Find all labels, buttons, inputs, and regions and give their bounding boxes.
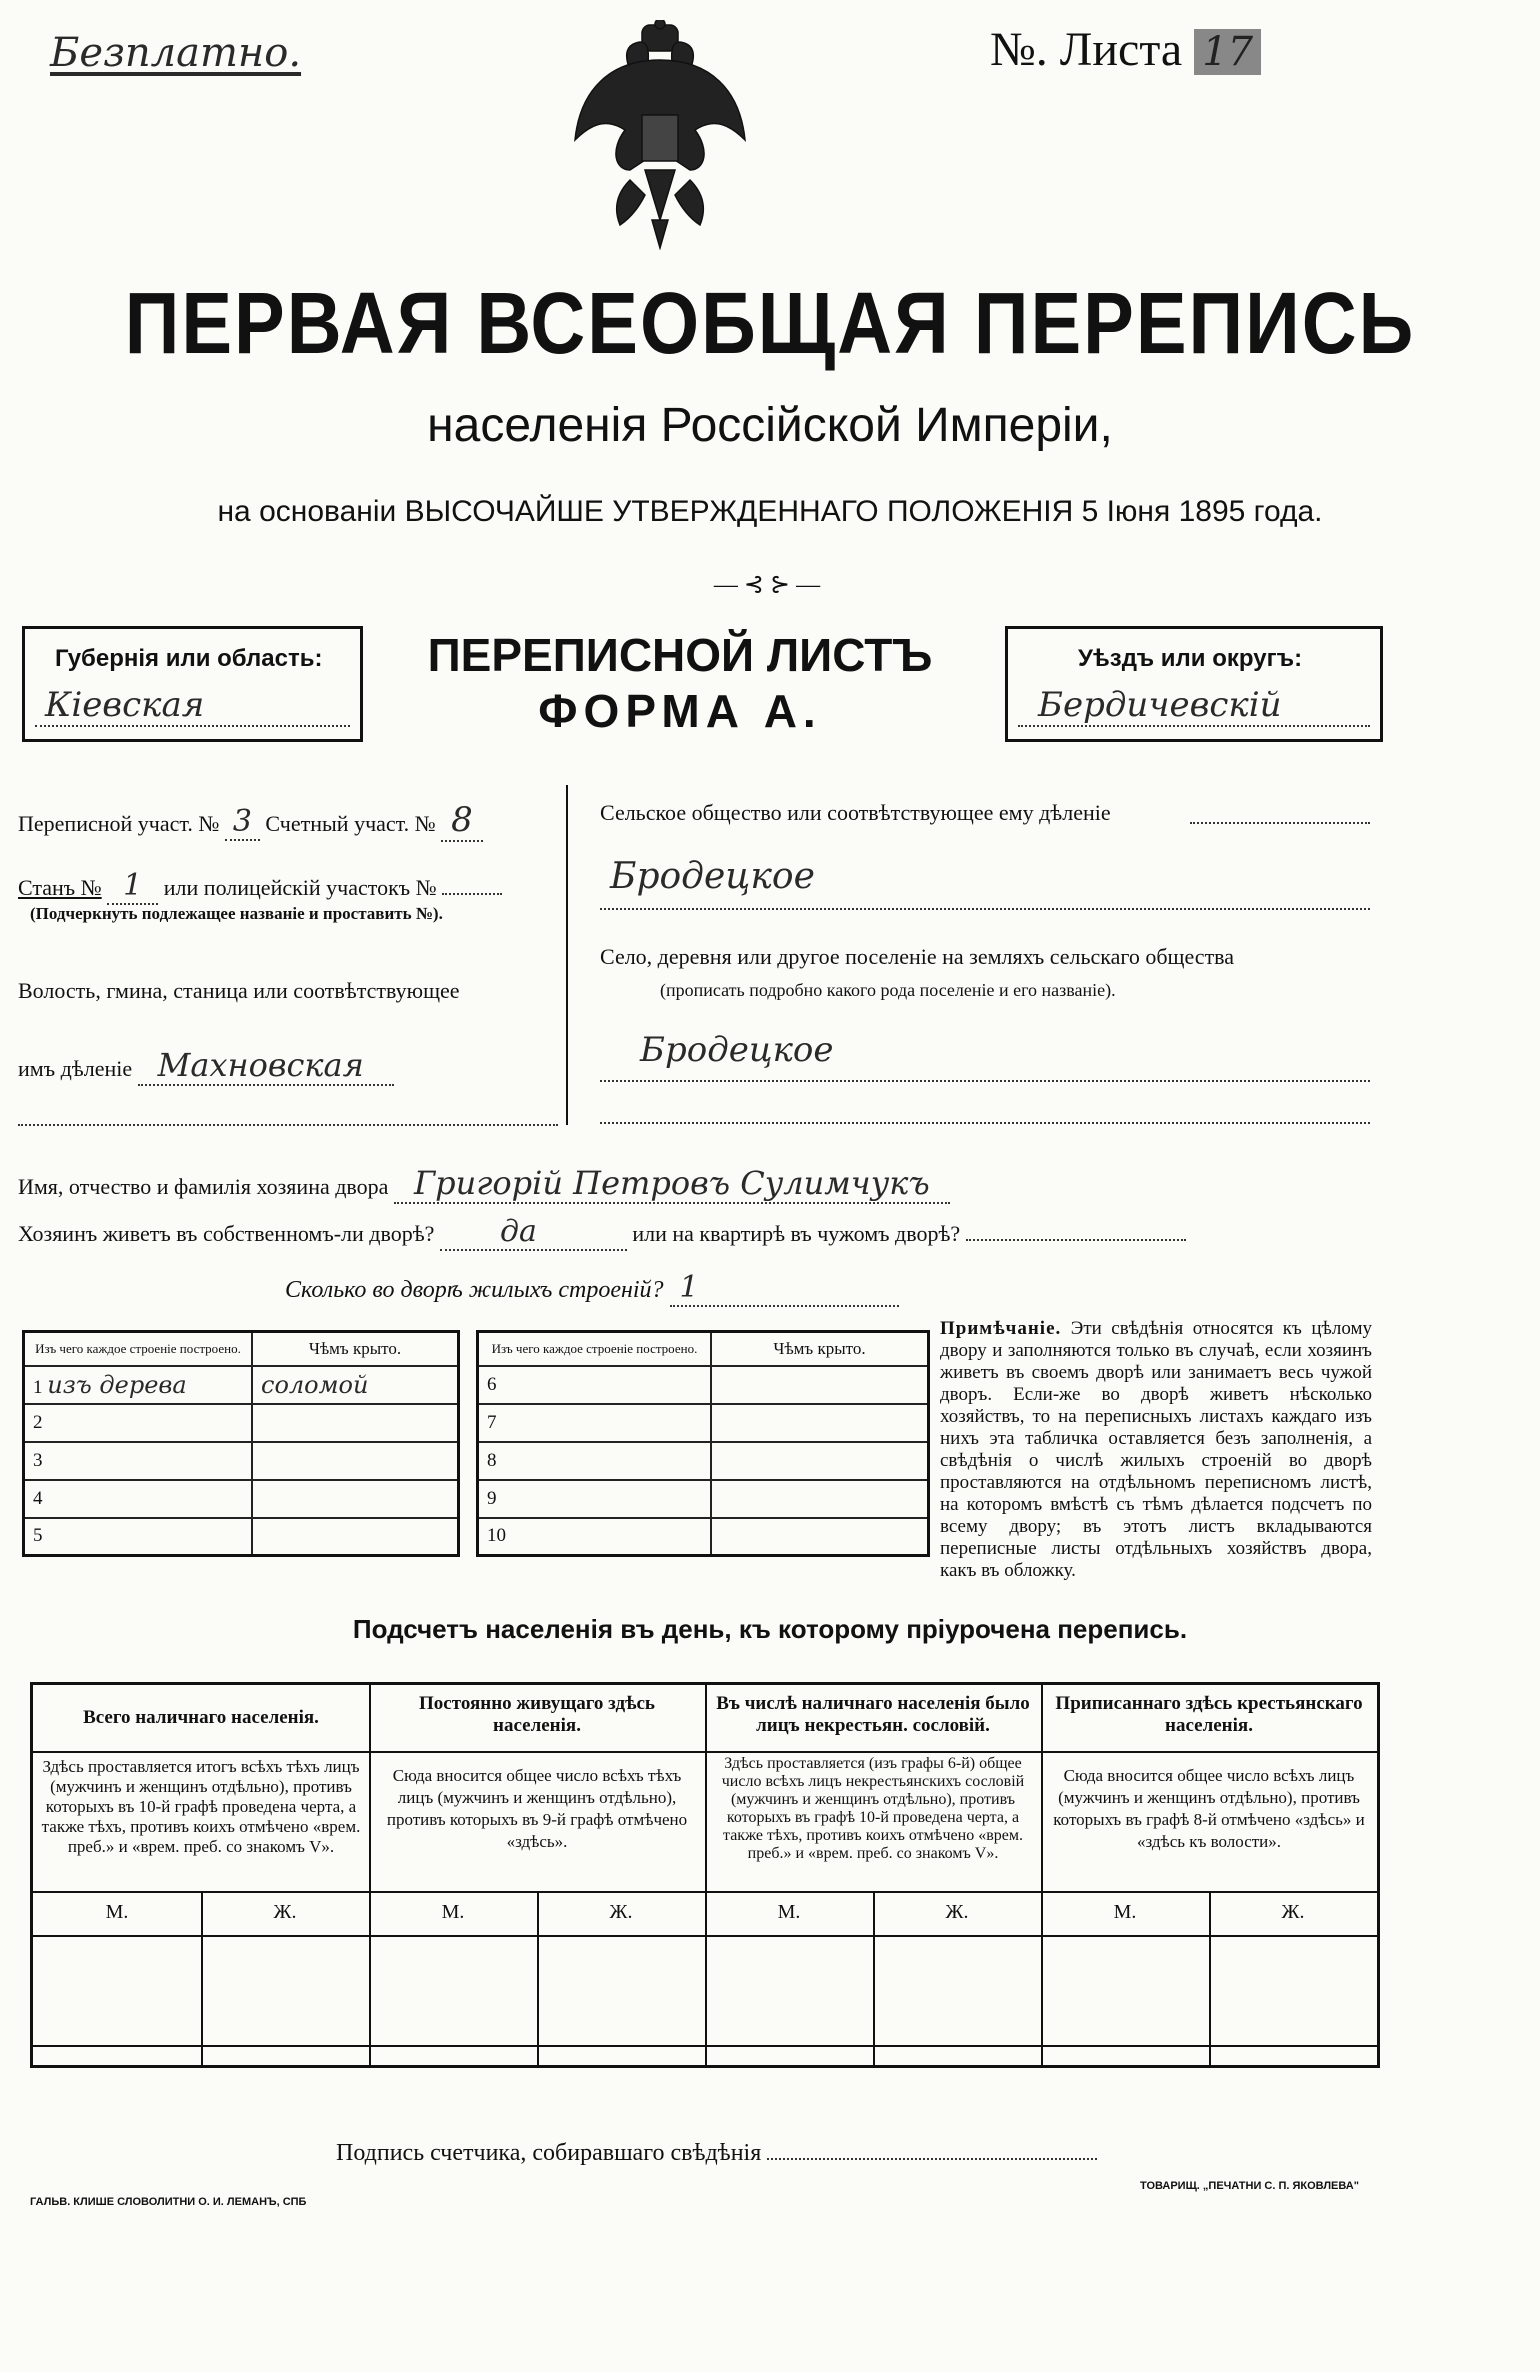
own-yard-label: Хозяинъ живетъ въ собственномъ-ли дворѣ? — [18, 1221, 435, 1246]
police-label: или полицейскій участокъ № — [163, 875, 437, 900]
form-a-title: ФОРМА А. — [538, 685, 822, 737]
col-roof-header: Чѣмъ крыто. — [711, 1332, 929, 1366]
count-cell[interactable] — [369, 1937, 537, 2043]
other-yard-label: или на квартирѣ въ чужомъ дворѣ? — [632, 1221, 961, 1246]
count-col-3-head: Въ числѣ наличнаго населенія было лицъ некрестьян. сословій. — [716, 1693, 1030, 1736]
volost-value[interactable]: Махновская — [138, 1046, 394, 1086]
table-row: 1 изъ дерева соломой — [24, 1366, 459, 1404]
f-label: Ж. — [609, 1901, 633, 1923]
uezd-box — [1005, 626, 1383, 742]
f-label: Ж. — [945, 1901, 969, 1923]
table-row: 3 — [24, 1442, 459, 1480]
roof-cell[interactable] — [252, 1442, 459, 1480]
count-col-4-desc: Сюда вносится общее число всѣхъ лицъ (мужчинъ и женщинъ отдѣльно), противъ которыхъ въ графѣ 8-й отмѣчено «здѣсь» и «здѣсь къ волости». — [1053, 1766, 1365, 1851]
society-value[interactable]: Бродецкое — [610, 856, 815, 897]
count-cell[interactable] — [1209, 1937, 1377, 2043]
owner-name-row — [18, 1164, 1378, 1202]
stan-label: Станъ № — [18, 875, 102, 900]
fields-divider — [566, 785, 568, 1125]
sheet-number-label: №. Листа — [990, 23, 1183, 76]
census-area-value[interactable]: 3 — [225, 804, 260, 841]
count-cell[interactable] — [1041, 1937, 1209, 2043]
guberniya-box — [22, 626, 363, 742]
footer-right: ТОВАРИЩ. „ПЕЧАТНИ С. П. ЯКОВЛЕВА" — [1140, 2180, 1359, 2192]
village-label: Село, деревня или другое поселеніе на земляхъ сельскаго общества — [600, 944, 1235, 969]
stan-row — [18, 868, 502, 903]
stan-value[interactable]: 1 — [107, 868, 158, 905]
guberniya-label: Губернія или область: — [55, 645, 323, 672]
volost-label-2: имъ дѣленіе — [18, 1056, 133, 1081]
m-label: М. — [1113, 1901, 1137, 1923]
buildings-row — [285, 1270, 899, 1305]
society-label: Сельское общество или соотвѣтствующее ему дѣленіе — [600, 800, 1111, 825]
col-roof-header: Чѣмъ крыто. — [252, 1332, 459, 1366]
roof-cell[interactable] — [711, 1442, 929, 1480]
col-material-header: Изъ чего каждое строеніе построено. — [24, 1332, 253, 1366]
m-label: М. — [441, 1901, 465, 1923]
census-area-row — [18, 800, 483, 840]
col-material-header: Изъ чего каждое строеніе построено. — [478, 1332, 712, 1366]
note-text: Эти свѣдѣнія относятся къ цѣлому двору и заполняются только въ случаѣ, если хозяинъ живетъ въ своемъ дворѣ или занимаетъ весь чужой дворъ. Если-же во дворѣ живетъ нѣсколько хозяйствъ, то на переписныхъ листахъ каждаго изъ нихъ эта табличка оставляется безъ заполненія, а свѣдѣнія о числѣ жилыхъ строеній во дворѣ проставляются на отдѣльномъ переписномъ листѣ, на которомъ вмѣстѣ съ тѣмъ дѣлается подсчетъ по всему двору; въ этотъ листъ вкладываются переписные листы отдѣльныхъ хозяйствъ двора, какъ въ обложку. — [940, 1318, 1372, 1581]
count-title: Подсчетъ населенія въ день, къ которому пріурочена перепись. — [352, 1614, 1188, 1644]
roof-cell[interactable] — [252, 1404, 459, 1442]
count-cell[interactable] — [705, 1937, 873, 2043]
note-block — [940, 1318, 1372, 1582]
roof-cell[interactable]: соломой — [252, 1366, 459, 1404]
subtitle: населенія Россійской Имперіи, — [427, 399, 1113, 452]
village-value[interactable]: Бродецкое — [640, 1030, 834, 1070]
guberniya-value[interactable]: Кіевская — [45, 685, 205, 725]
roof-cell[interactable] — [252, 1518, 459, 1556]
volost-underline — [18, 1124, 558, 1126]
table-row: 5 — [24, 1518, 459, 1556]
count-col-4-head: Приписаннаго здѣсь крестьянскаго населенія. — [1055, 1693, 1363, 1736]
volost-label: Волость, гмина, станица или соотвѣтствующее — [18, 978, 460, 1003]
f-label: Ж. — [273, 1901, 297, 1923]
table-row: 7 — [478, 1404, 929, 1442]
own-yard-value[interactable]: да — [440, 1214, 627, 1251]
buildings-table-right — [476, 1330, 930, 1557]
stan-note: (Подчеркнуть подлежащее названіе и проставить №). — [30, 904, 443, 923]
count-cell[interactable] — [873, 1937, 1041, 2043]
owner-name-label: Имя, отчество и фамилія хозяина двора — [18, 1174, 389, 1199]
table-row: 9 — [478, 1480, 929, 1518]
buildings-value[interactable]: 1 — [670, 1270, 899, 1307]
village-note: (прописать подробно какого рода поселеніе и его названіе). — [660, 980, 1116, 1000]
signature-label: Подпись счетчика, собиравшаго свѣдѣнія — [336, 2140, 762, 2166]
count-area-label: Счетный участ. № — [265, 811, 436, 836]
ornament-divider: —⊰⊱— — [713, 572, 827, 598]
sheet-number-value: 17 — [1194, 29, 1261, 75]
count-cell[interactable] — [201, 1937, 369, 2043]
count-table — [30, 1682, 1380, 2068]
count-cell[interactable] — [537, 1937, 705, 2043]
count-col-2-desc: Сюда вносится общее число всѣхъ тѣхъ лицъ (мужчинъ и женщинъ отдѣльно), противъ которыхъ въ 9-й графѣ отмѣчено «здѣсь». — [386, 1766, 688, 1851]
roof-cell[interactable] — [252, 1480, 459, 1518]
count-area-value[interactable]: 8 — [441, 800, 483, 842]
m-label: М. — [105, 1901, 129, 1923]
imperial-eagle-emblem — [570, 20, 750, 250]
table-row: 4 — [24, 1480, 459, 1518]
count-col-3-desc: Здѣсь проставляется (изъ графы 6-й) общее число всѣхъ лицъ некрестьянскихъ сословій (мужчинъ и женщинъ отдѣльно), противъ которыхъ въ графѣ 10-й проведена черта, а также тѣхъ, противъ коихъ отмѣчено «врем. преб.» и «врем. преб. со знакомъ V». — [721, 1755, 1025, 1862]
f-label: Ж. — [1281, 1901, 1305, 1923]
count-cell[interactable] — [33, 1937, 201, 2043]
police-value[interactable] — [442, 893, 502, 895]
census-area-label: Переписной участ. № — [18, 811, 220, 836]
roof-cell[interactable] — [711, 1480, 929, 1518]
own-yard-row — [18, 1214, 1186, 1249]
count-col-1-head: Всего наличнаго населенія. — [83, 1707, 319, 1728]
uezd-label: Уѣздъ или округъ: — [1078, 645, 1303, 672]
free-label: Безплатно. — [50, 30, 302, 76]
owner-name-value[interactable]: Григорій Петровъ Сулимчукъ — [394, 1164, 950, 1204]
signature-field[interactable] — [767, 2158, 1097, 2160]
m-label: М. — [777, 1901, 801, 1923]
footer-left: ГАЛЬВ. КЛИШЕ СЛОВОЛИТНИ О. И. ЛЕМАНЪ, СПБ — [30, 2196, 307, 2208]
buildings-label: Сколько во дворѣ жилыхъ строеній? — [285, 1277, 664, 1303]
table-row: 6 — [478, 1366, 929, 1404]
sheet-number — [990, 22, 1261, 77]
main-title: ПЕРВАЯ ВСЕОБЩАЯ ПЕРЕПИСЬ — [124, 274, 1416, 373]
form-sheet-title: ПЕРЕПИСНОЙ ЛИСТЪ — [427, 629, 933, 681]
other-yard-value[interactable] — [966, 1239, 1186, 1241]
buildings-table-left — [22, 1330, 460, 1557]
material-cell[interactable]: изъ дерева — [47, 1370, 187, 1399]
roof-cell[interactable] — [711, 1518, 929, 1556]
roof-cell[interactable] — [711, 1366, 929, 1404]
table-row: 10 — [478, 1518, 929, 1556]
note-title: Примѣчаніе. — [940, 1318, 1062, 1339]
table-row: 2 — [24, 1404, 459, 1442]
roof-cell[interactable] — [711, 1404, 929, 1442]
count-col-1-desc: Здѣсь проставляется итогъ всѣхъ тѣхъ лицъ (мужчинъ и женщинъ отдѣльно), противъ которыхъ въ 10-й графѣ проведена черта, а также тѣхъ, противъ коихъ отмѣчено «врем. преб.» и «врем. преб. со знакомъ V». — [41, 1757, 361, 1856]
uezd-value[interactable]: Бердичевскій — [1038, 685, 1282, 725]
count-col-2-head: Постоянно живущаго здѣсь населенія. — [419, 1693, 655, 1736]
signature-row — [336, 2140, 1097, 2167]
volost-row — [18, 1046, 394, 1084]
basis-line: на основаніи ВЫСОЧАЙШЕ УТВЕРЖДЕННАГО ПОЛОЖЕНІЯ 5 Іюня 1895 года. — [217, 495, 1323, 528]
table-row: 8 — [478, 1442, 929, 1480]
